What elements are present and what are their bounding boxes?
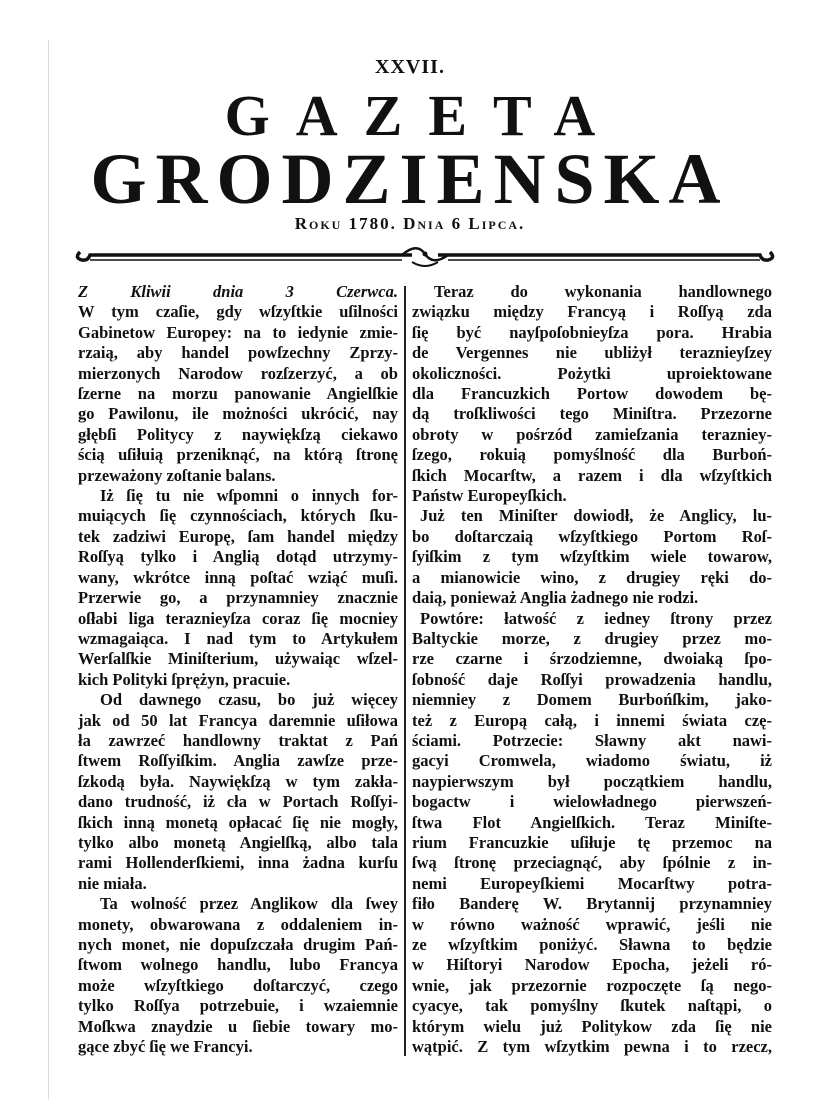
text-line: niemniey z Domem Burbońſkim, jako- (412, 690, 772, 710)
text-line: W tym czaſie, gdy wſzyſtkie uſilności (78, 302, 398, 322)
paragraph (412, 609, 772, 1058)
text-line: rami Hollenderſkiemi, inna żadna kurſu (78, 853, 398, 873)
text-line: ſtwa Flot Angielſkich. Teraz Miniſte- (412, 812, 772, 832)
text-line: Teraz do wykonania handlownego (434, 282, 772, 301)
text-line: nemi Europeyſkiemi Mocarſtwy potra- (412, 873, 772, 893)
left-column (78, 282, 398, 1057)
article-heading: Z Kliwii dnia 3 Czerwca. (78, 282, 398, 301)
text-line: Roſſyą tylko i Anglią dotąd utrzymy- (78, 547, 398, 567)
text-line: Powtóre: łatwość z iedney ſtrony przez (420, 608, 772, 628)
text-line: wątpić. Z tym wſzytkim pewna i to rzecz, (412, 1037, 772, 1057)
text-line: naypierwszym był początkiem handlu, (412, 771, 772, 791)
masthead-title-line1: GAZETA (224, 83, 622, 148)
text-line: Gabinetow Europey: na to iedynie zmie- (78, 322, 398, 342)
text-line: ſzerne na morzu panowanie Angielſkie (78, 384, 398, 404)
text-line: cyacye, tak pomyślny ſkutek naſtąpi, o (412, 996, 772, 1016)
paragraph (78, 302, 398, 486)
paragraph (412, 282, 772, 506)
text-line: ścią uſiłuią przeniknąć, na którą ſtronę (78, 445, 398, 465)
text-line: Ta wolność przez Anglikow dla ſwey (100, 894, 398, 914)
text-line: rze czarne i śrzodziemne, dwoiaką ſpo- (412, 649, 772, 669)
text-line: bogactw i wielowładnego pierwszeń- (412, 792, 772, 812)
paragraph (78, 690, 398, 894)
text-line: związku między Francyą i Roſſyą zda (412, 302, 772, 322)
text-line: ła zawrzeć handlowny traktat z Pań (78, 730, 398, 750)
text-line: ſtwom wolnego handlu, lubo Francya (78, 955, 398, 975)
text-line: którym wielu już Politykow zda ſię nie (412, 1016, 772, 1036)
text-line: rzaią, aby handel powſzechny Zprzy- (78, 343, 398, 363)
text-line: bo doſtarczaią wſzyſtkiego Portom Roſ- (412, 526, 772, 546)
text-line: kich Polityki ſprężyn, pracuie. (78, 669, 291, 689)
text-line: ſkich Mocarſtw, a razem i dla wſzyſtkich (412, 465, 772, 485)
text-line: fiło Banderę W. Brytannij przynamniey (412, 894, 772, 914)
text-line: rium Francuzkie uſiłuje tę przemoc na (412, 832, 772, 852)
text-line: Werſalſkie Miniſterium, używaiąc wſzel- (78, 649, 398, 669)
text-line: tylko albo monetą Angielſką, albo tala (78, 832, 398, 852)
text-line: w równo ważność wprawić, jeśli nie (412, 914, 772, 934)
text-line: dano trudność, iż cła w Portach Roſſyi- (78, 792, 398, 812)
text-line: Od dawnego czasu, bo już więcey (100, 690, 398, 710)
text-line: muiących ſię czynnościach, których ſku- (78, 506, 398, 526)
text-line: gacyi Cromwela, wiadomo światu, iż (412, 751, 772, 771)
text-line: w Hiſtoryi Narodow Epocha, jeżeli ró- (412, 955, 772, 975)
text-line: nie miała. (78, 873, 147, 893)
text-line: też z Europą całą, i innemi świata czę- (412, 710, 772, 730)
text-line: Moſkwa znaydzie u ſiebie towary mo- (78, 1016, 398, 1036)
text-line: okoliczności. Pożytki uproiektowane (412, 363, 772, 383)
text-line: ze wſzyſtkim poniżyć. Sławna to będzie (412, 935, 772, 954)
paragraph (78, 894, 398, 1057)
left-column-body (78, 302, 398, 1057)
text-line: głębſi Politycy z naywiękſzą ciekawo (78, 424, 398, 444)
text-line: Państw Europeyſkich. (412, 486, 567, 506)
text-line: go Pawilonu, ile możności ukrócić, nay (78, 404, 398, 424)
text-line: wnie, jak przezornie rozpoczęte ſą nego- (412, 975, 772, 995)
right-column (412, 282, 772, 1057)
text-line: ſię być nayſpoſobnieyſza pora. Hrabia (412, 322, 772, 342)
text-line: ſyiſkim z tym wſzyſtkim wiele towarow, (412, 547, 772, 567)
text-line: daią, ponieważ Anglia żadnego nie rodzi. (412, 588, 699, 608)
text-line: dą troſkliwości tego Miniſtra. Przezorne (412, 404, 772, 424)
text-line: Iż ſię tu nie wſpomni o innych for- (100, 486, 398, 506)
issue-number: XXVII. (375, 56, 445, 78)
text-line: tylko Roſſya potrzebuie, i wzaiemnie (78, 996, 398, 1016)
text-line: ściami. Potrzecie: Sławny akt nawi- (412, 730, 772, 750)
text-line: ſwą ſtronę przeciagnąć, aby ſpólnie z in- (412, 853, 772, 873)
text-line: Już ten Miniſter dowiodł, że Anglicy, lu- (420, 506, 772, 526)
text-line: nych monet, nie dopuſzczała drugim Pań- (78, 935, 398, 954)
text-line: monety, obwarowana z oddaleniem in- (78, 914, 398, 934)
dateline: Roku 1780. Dnia 6 Lipca. (294, 214, 526, 233)
text-line: Baltyckie morze, z drugiey przez mo- (412, 628, 772, 648)
masthead-title-line2: GRODZIENSKA (90, 139, 730, 219)
text-line: wany, wkrótce inną poſtać wziąć muſi. (78, 567, 398, 587)
text-line: może wſzyſtkiego doſtarczyć, czego (78, 975, 398, 995)
text-line: ſtwem Roſſyiſkim. Anglia zawſze prze- (78, 751, 398, 771)
text-line: Przerwie go, a przynamniey znacznie (78, 588, 398, 608)
text-line: ſobność daje Roſſyi prowadzenia handlu, (412, 669, 772, 689)
text-line: tek zadziwi Europę, ſam handel między (78, 526, 398, 546)
text-line: de Vergennes nie ubliżył teraznieyſzey (412, 343, 772, 363)
paragraph (78, 486, 398, 690)
text-line: ſkich inną monetą opłacać ſię nie mogły, (78, 812, 398, 832)
ornamental-rule (72, 240, 778, 270)
text-line: ſzego, rokuią pomyślność dla Burboń- (412, 445, 772, 465)
text-line: mierzonych Narodow rozſzerzyć, a ob (78, 363, 398, 383)
right-column-body (412, 282, 772, 1057)
text-line: przeważony zoſtanie balans. (78, 465, 276, 485)
text-line: wzmagaiąca. I nad tym to Artykułem (78, 628, 398, 648)
text-line: dla Francuzkich Portow dowodem bę- (412, 384, 772, 404)
text-line: a mianowicie wino, z drugiey ręki do- (412, 567, 772, 587)
text-line: ſzkodą była. Naywiękſzą w tym zakła- (78, 771, 398, 791)
text-line: jak od 50 lat Francya daremnie uſiłowa (78, 710, 398, 730)
text-line: obroty w pośrzód zamieſzania terazniey- (412, 424, 772, 444)
text-line: gące zbyć ſię we Francyi. (78, 1037, 253, 1057)
paragraph (412, 506, 772, 608)
text-line: oſłabi liga teraznieyſza coraz ſię mocniey (78, 608, 398, 628)
column-divider (404, 286, 406, 1056)
